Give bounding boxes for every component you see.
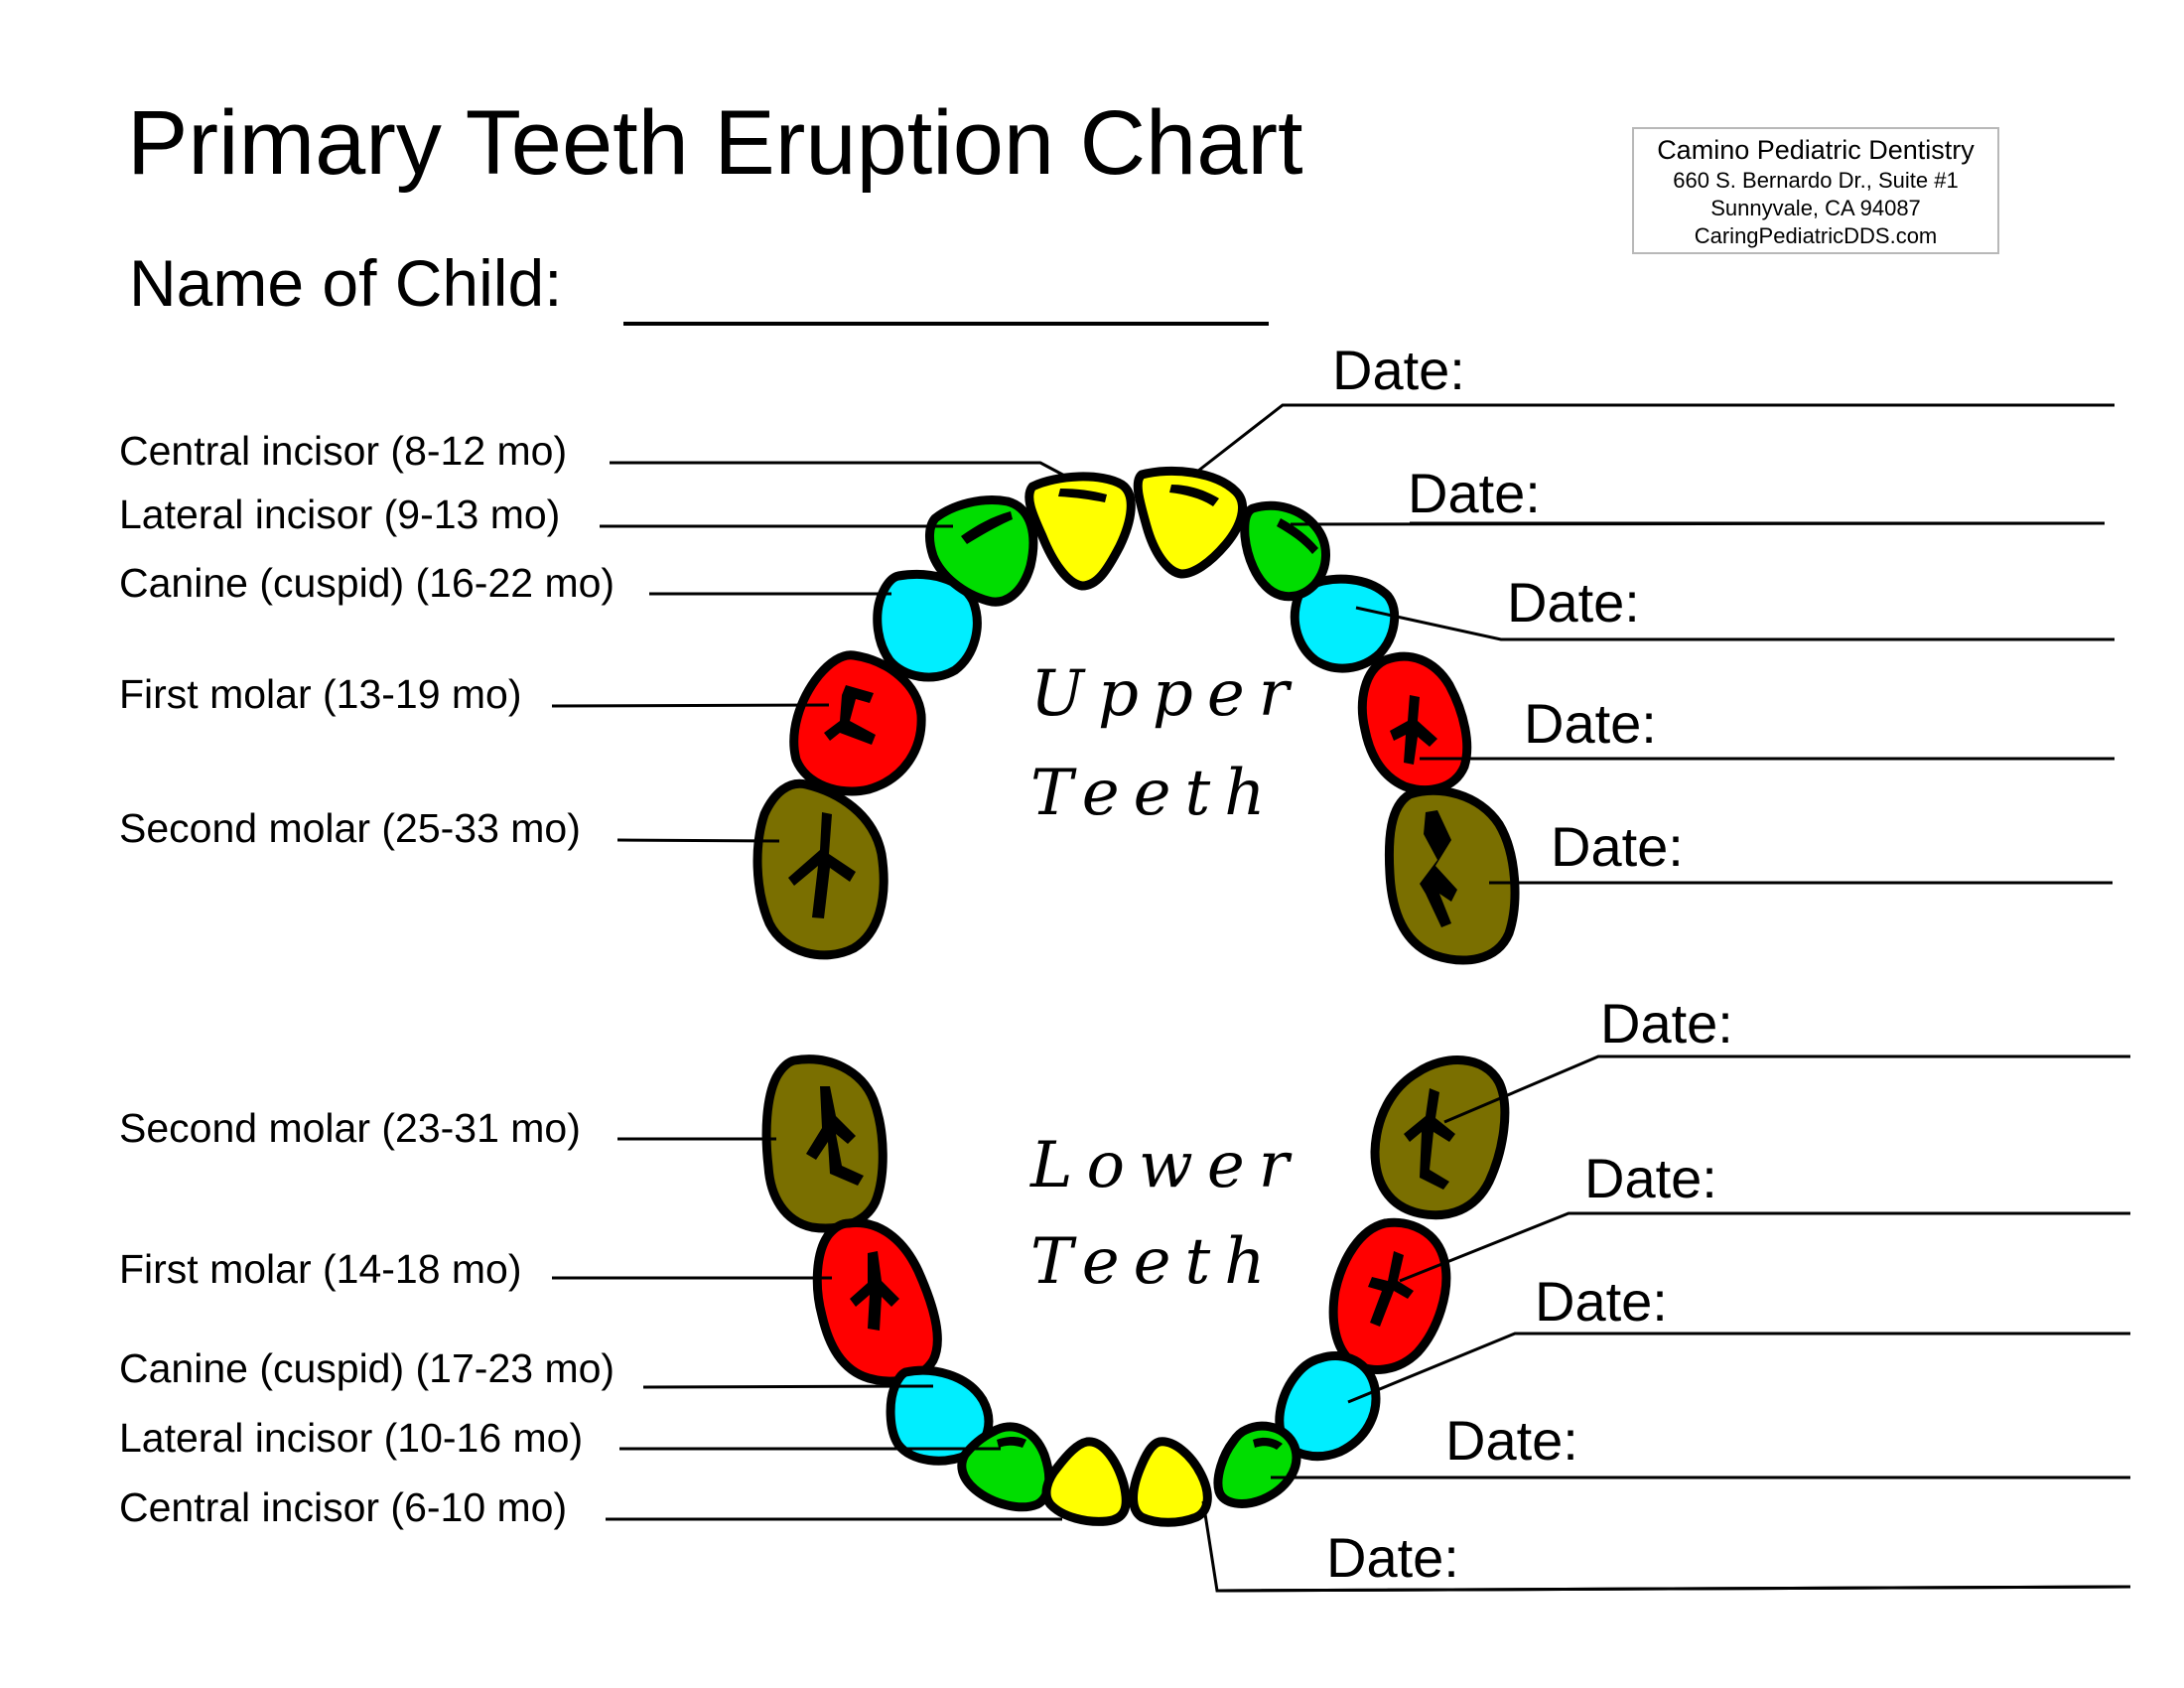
- label-upper-canine: Canine (cuspid) (16-22 mo): [119, 560, 615, 606]
- label-lower-canine: Canine (cuspid) (17-23 mo): [119, 1345, 615, 1391]
- date-label: Date:: [1524, 692, 1657, 755]
- leader-line: [552, 705, 829, 706]
- upper-jaw-word2: Teeth: [1030, 757, 1280, 830]
- practice-name: Camino Pediatric Dentistry: [1657, 135, 1975, 165]
- practice-website: CaringPediatricDDS.com: [1694, 223, 1938, 248]
- leader-line: [1356, 608, 2115, 639]
- child-name-label: Name of Child:: [129, 246, 563, 320]
- label-upper-central-incisor: Central incisor (8-12 mo): [119, 428, 568, 474]
- date-label: Date:: [1507, 571, 1640, 633]
- label-upper-lateral-incisor: Lateral incisor (9-13 mo): [119, 492, 561, 537]
- lower-jaw-word1: Lower: [1030, 1129, 1303, 1202]
- label-upper-second-molar: Second molar (25-33 mo): [119, 805, 581, 851]
- date-label: Date:: [1408, 462, 1541, 524]
- practice-address-line1: 660 S. Bernardo Dr., Suite #1: [1673, 168, 1959, 193]
- lower-left-central-incisor[interactable]: [1046, 1442, 1126, 1522]
- date-label: Date:: [1535, 1270, 1668, 1333]
- lower-right-central-incisor[interactable]: [1134, 1442, 1208, 1522]
- label-lower-first-molar: First molar (14-18 mo): [119, 1246, 522, 1292]
- label-upper-first-molar: First molar (13-19 mo): [119, 671, 522, 717]
- leader-line: [643, 1386, 933, 1387]
- leader-line: [1444, 1056, 2130, 1122]
- lower-right-lateral-incisor[interactable]: [1218, 1426, 1297, 1503]
- date-label: Date:: [1445, 1409, 1578, 1472]
- label-lower-second-molar: Second molar (23-31 mo): [119, 1105, 581, 1151]
- lower-jaw-word2: Teeth: [1030, 1225, 1280, 1299]
- upper-teeth: [757, 471, 1515, 960]
- lower-right-second-molar[interactable]: [1375, 1060, 1505, 1215]
- practice-address-line2: Sunnyvale, CA 94087: [1710, 196, 1921, 220]
- date-label: Date:: [1584, 1147, 1717, 1209]
- date-label: Date:: [1332, 339, 1465, 401]
- date-label: Date:: [1326, 1526, 1459, 1589]
- date-label: Date:: [1600, 992, 1733, 1055]
- leader-line: [1400, 1213, 2130, 1281]
- leader-line: [617, 840, 779, 841]
- leader-line: [1193, 405, 2115, 475]
- page-title: Primary Teeth Eruption Chart: [127, 92, 1303, 194]
- upper-right-central-incisor[interactable]: [1138, 471, 1242, 574]
- leader-line: [1348, 1334, 2130, 1402]
- leader-line: [610, 463, 1070, 479]
- upper-jaw-word1: Upper: [1030, 657, 1303, 731]
- label-lower-lateral-incisor: Lateral incisor (10-16 mo): [119, 1415, 584, 1461]
- lower-teeth: [766, 1059, 1505, 1522]
- date-label: Date:: [1551, 815, 1684, 878]
- upper-right-second-molar[interactable]: [1389, 790, 1515, 960]
- label-lower-central-incisor: Central incisor (6-10 mo): [119, 1484, 568, 1530]
